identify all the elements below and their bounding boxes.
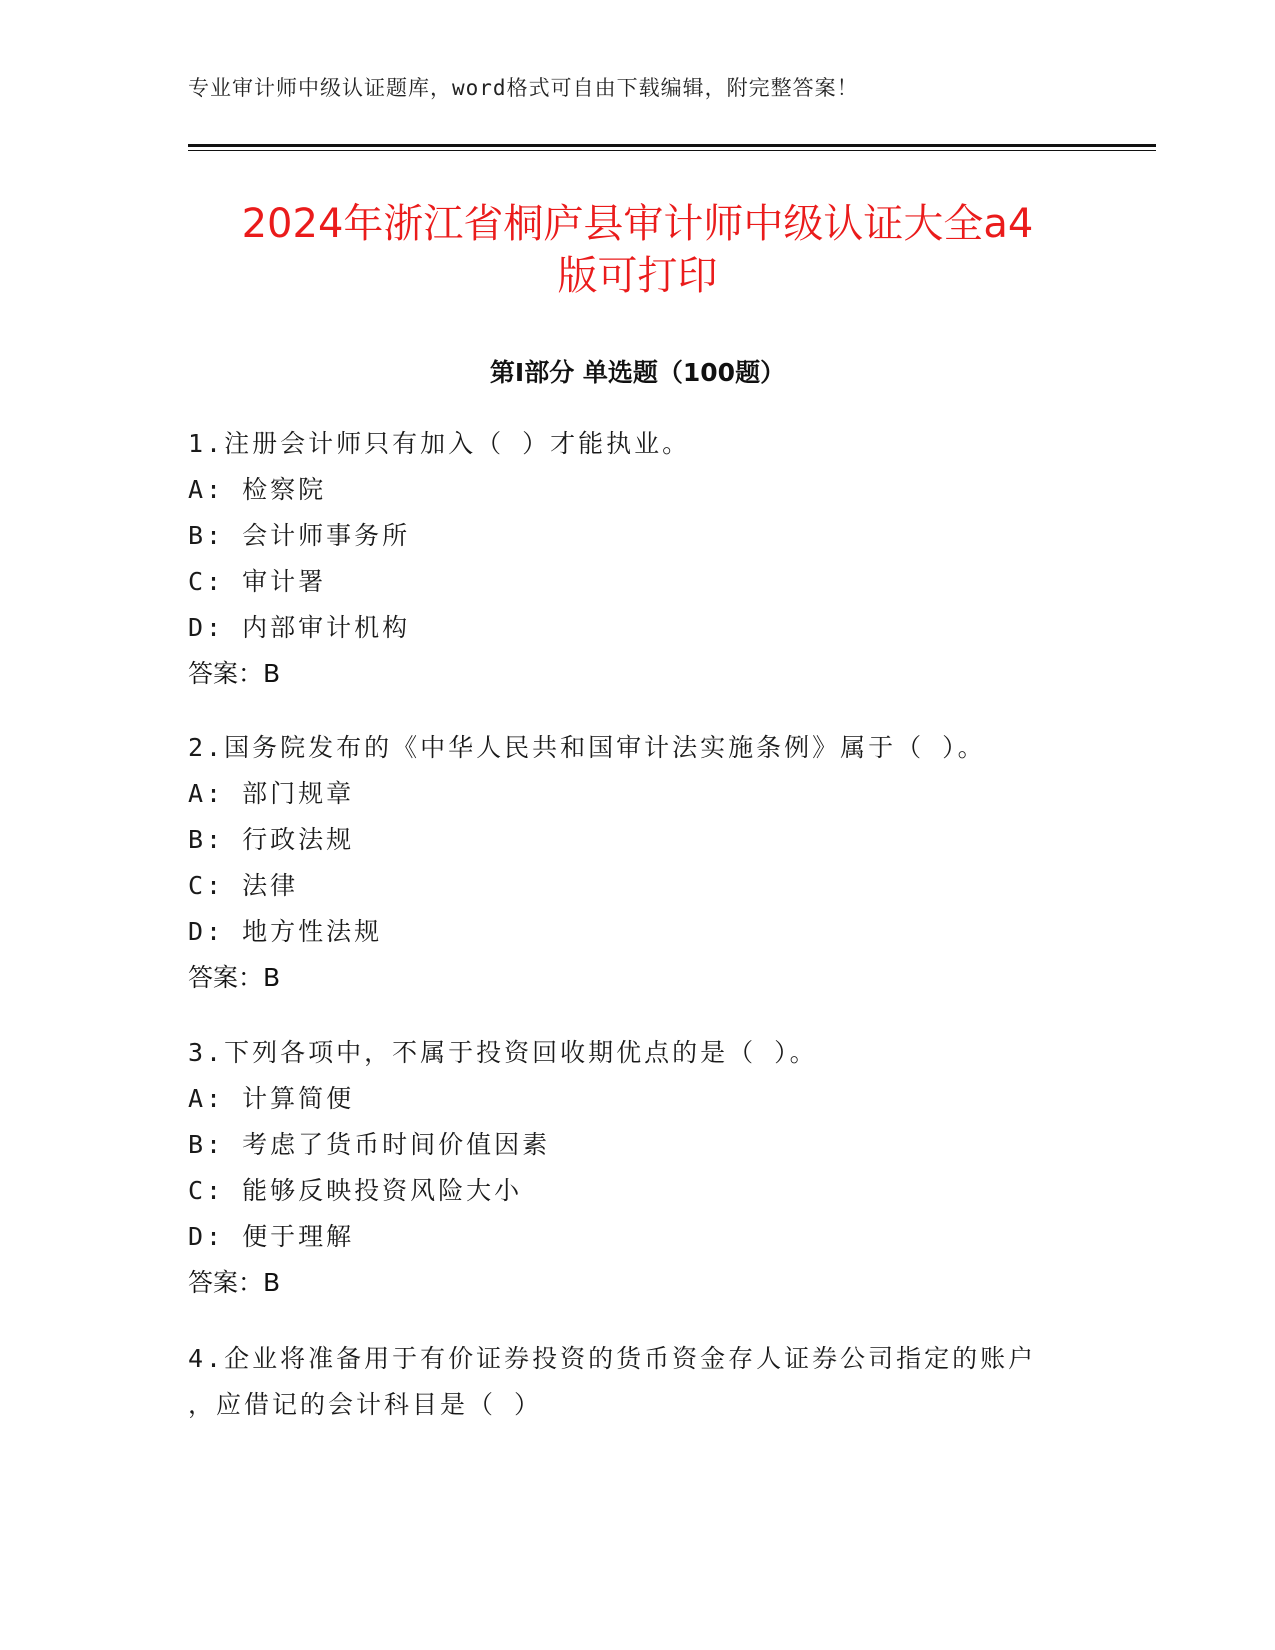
option-a: A: 部门规章	[188, 779, 355, 808]
title-line-2: 版可打印	[557, 253, 718, 299]
question-stem: 2.国务院发布的《中华人民共和国审计法实施条例》属于（ ）。	[188, 733, 986, 762]
option-a: A: 检察院	[188, 475, 327, 504]
question-3	[188, 1030, 1088, 1306]
header-rule-thick	[188, 144, 1156, 147]
option-b: B: 考虑了货币时间价值因素	[188, 1130, 551, 1159]
question-2	[188, 725, 1088, 1001]
option-c: C: 法律	[188, 871, 299, 900]
section-heading: 第Ⅰ部分 单选题（100题）	[489, 358, 786, 387]
option-a: A: 计算简便	[188, 1084, 355, 1113]
question-stem: 1.注册会计师只有加入（ ）才能执业。	[188, 429, 691, 458]
question-stem-line-2: ，应借记的会计科目是（ ）	[188, 1390, 543, 1419]
option-d: D: 地方性法规	[188, 917, 383, 946]
option-d: D: 便于理解	[188, 1222, 355, 1251]
option-c: C: 审计署	[188, 567, 327, 596]
question-4	[188, 1336, 1088, 1428]
answer-text: 答案：B	[188, 963, 281, 992]
question-stem-line-1: 4.企业将准备用于有价证券投资的货币资金存人证券公司指定的账户	[188, 1344, 1037, 1373]
page-header-text: 专业审计师中级认证题库，word格式可自由下载编辑，附完整答案！	[188, 76, 859, 100]
answer-text: 答案：B	[188, 659, 281, 688]
title-line-1: 2024年浙江省桐庐县审计师中级认证大全a4	[241, 201, 1034, 247]
question-stem: 3.下列各项中，不属于投资回收期优点的是（ ）。	[188, 1038, 818, 1067]
option-b: B: 行政法规	[188, 825, 355, 854]
answer-text: 答案：B	[188, 1268, 281, 1297]
header-rule-thin	[188, 150, 1156, 151]
option-c: C: 能够反映投资风险大小	[188, 1176, 523, 1205]
option-d: D: 内部审计机构	[188, 613, 411, 642]
document-title	[140, 198, 1135, 302]
question-1	[188, 421, 1088, 697]
option-b: B: 会计师事务所	[188, 521, 411, 550]
